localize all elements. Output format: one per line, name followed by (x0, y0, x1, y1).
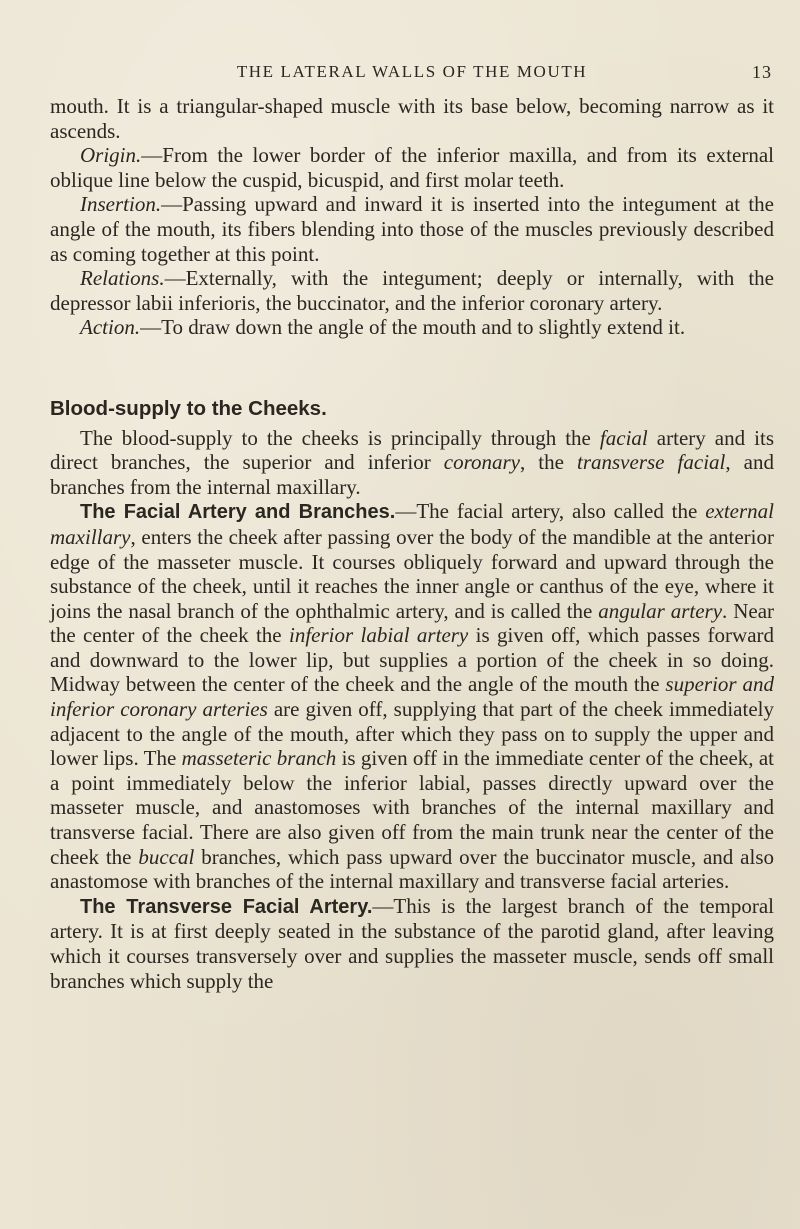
facial-text-7: branches, which pass upward over the buccinator muscle, and also anastomose with branches of the internal maxillary and transverse facial arteries. (50, 844, 774, 894)
action-text: —To draw down the angle of the mouth and to slightly extend it. (140, 315, 686, 340)
intro-italic-coronary: coronary (443, 450, 520, 475)
facial-text-5: are given off, supplying that part of the cheek immediately adjacent to the angle of the mouth, after which they pass on to supply the upper and lower lips. The (50, 697, 774, 771)
body-text (50, 94, 774, 993)
intro-text-2: artery and its direct branches, the superior and inferior (50, 425, 774, 475)
running-head (50, 62, 774, 84)
intro-text-3: , the (519, 450, 577, 475)
running-title: THE LATERAL WALLS OF THE MOUTH (236, 62, 588, 81)
insertion-text: —Passing upward and inward it is inserted into the integument at the angle of the mouth, its fibers blending into those of the muscles previously described as coming together at this point. (50, 192, 774, 266)
facial-artery-heading: The Facial Artery and Branches. (80, 501, 396, 524)
intro-text-1: The blood-supply to the cheeks is principally through the (80, 425, 600, 450)
paragraph-blood-supply-intro (50, 426, 774, 500)
paragraph-insertion (50, 192, 774, 266)
intro-text-4: , and branches from the internal maxillary. (50, 450, 774, 499)
relations-label: Relations. (80, 266, 165, 291)
facial-text-6: is given off in the immediate center of the cheek, at a point immediately below the inferior labial, passes directly upward over the masseter muscle, and anastomoses with branches of the internal maxillary and transverse facial. There are also given off from the main trunk near the center of the cheek the (50, 746, 774, 869)
paragraph-facial-artery (50, 499, 774, 894)
paragraph-origin (50, 143, 774, 192)
facial-italic-inferior-labial: inferior labial artery (289, 623, 469, 648)
paragraph-muscle-shape (50, 94, 774, 143)
facial-italic-coronary-arteries: superior and inferior coronary arteries (50, 672, 774, 722)
facial-italic-buccal: buccal (138, 844, 195, 869)
relations-text: —Externally, with the integument; deeply or internally, with the depressor labii inferioris, the buccinator, and the inferior coronary artery. (50, 266, 774, 315)
insertion-label: Insertion. (80, 192, 162, 217)
origin-label: Origin. (80, 143, 142, 168)
facial-text-1: —The facial artery, also called the (395, 499, 706, 524)
facial-italic-angular-artery: angular artery (598, 598, 723, 623)
origin-text: —From the lower border of the inferior maxilla, and from its external oblique line below the cuspid, bicuspid, and first molar teeth. (50, 143, 774, 192)
intro-italic-transverse-facial: transverse facial (577, 450, 726, 475)
intro-italic-facial: facial (599, 425, 648, 450)
page-number: 13 (752, 62, 772, 82)
action-label: Action. (80, 315, 141, 340)
transverse-facial-heading: The Transverse Facial Artery. (80, 895, 373, 918)
paragraph-action (50, 315, 774, 340)
facial-text-3: . Near the center of the cheek the (50, 598, 775, 648)
facial-text-2: , enters the cheek after passing over the body of the mandible at the anterior edge of the masseter muscle. It courses obliquely forward and upward through the substance of the cheek, until it reaches the inner angle or canthus of the eye, where it joins the nasal branch of the ophthalmic artery, and is called the (50, 524, 774, 623)
facial-italic-masseteric-branch: masseteric branch (181, 746, 337, 771)
facial-text-4: is given off, which passes forward and downward to the lower lip, but supplies a portion of the cheek in so doing. Midway between the center of the cheek and the angle of the mouth the (50, 623, 775, 697)
paragraph-transverse-facial-artery (50, 894, 774, 993)
facial-italic-external-maxillary: external maxillary (50, 499, 774, 549)
transverse-facial-text: —This is the largest branch of the temporal artery. It is at first deeply seated in the substance of the parotid gland, after leaving which it courses transversely over and supplies the masseter muscle, sends off small branches which supply the (50, 893, 775, 993)
paragraph-relations (50, 266, 774, 315)
paragraph-text: mouth. It is a triangular-shaped muscle with its base below, becoming narrow as it ascends. (50, 94, 774, 143)
section-heading: Blood-supply to the Cheeks. (50, 396, 327, 420)
